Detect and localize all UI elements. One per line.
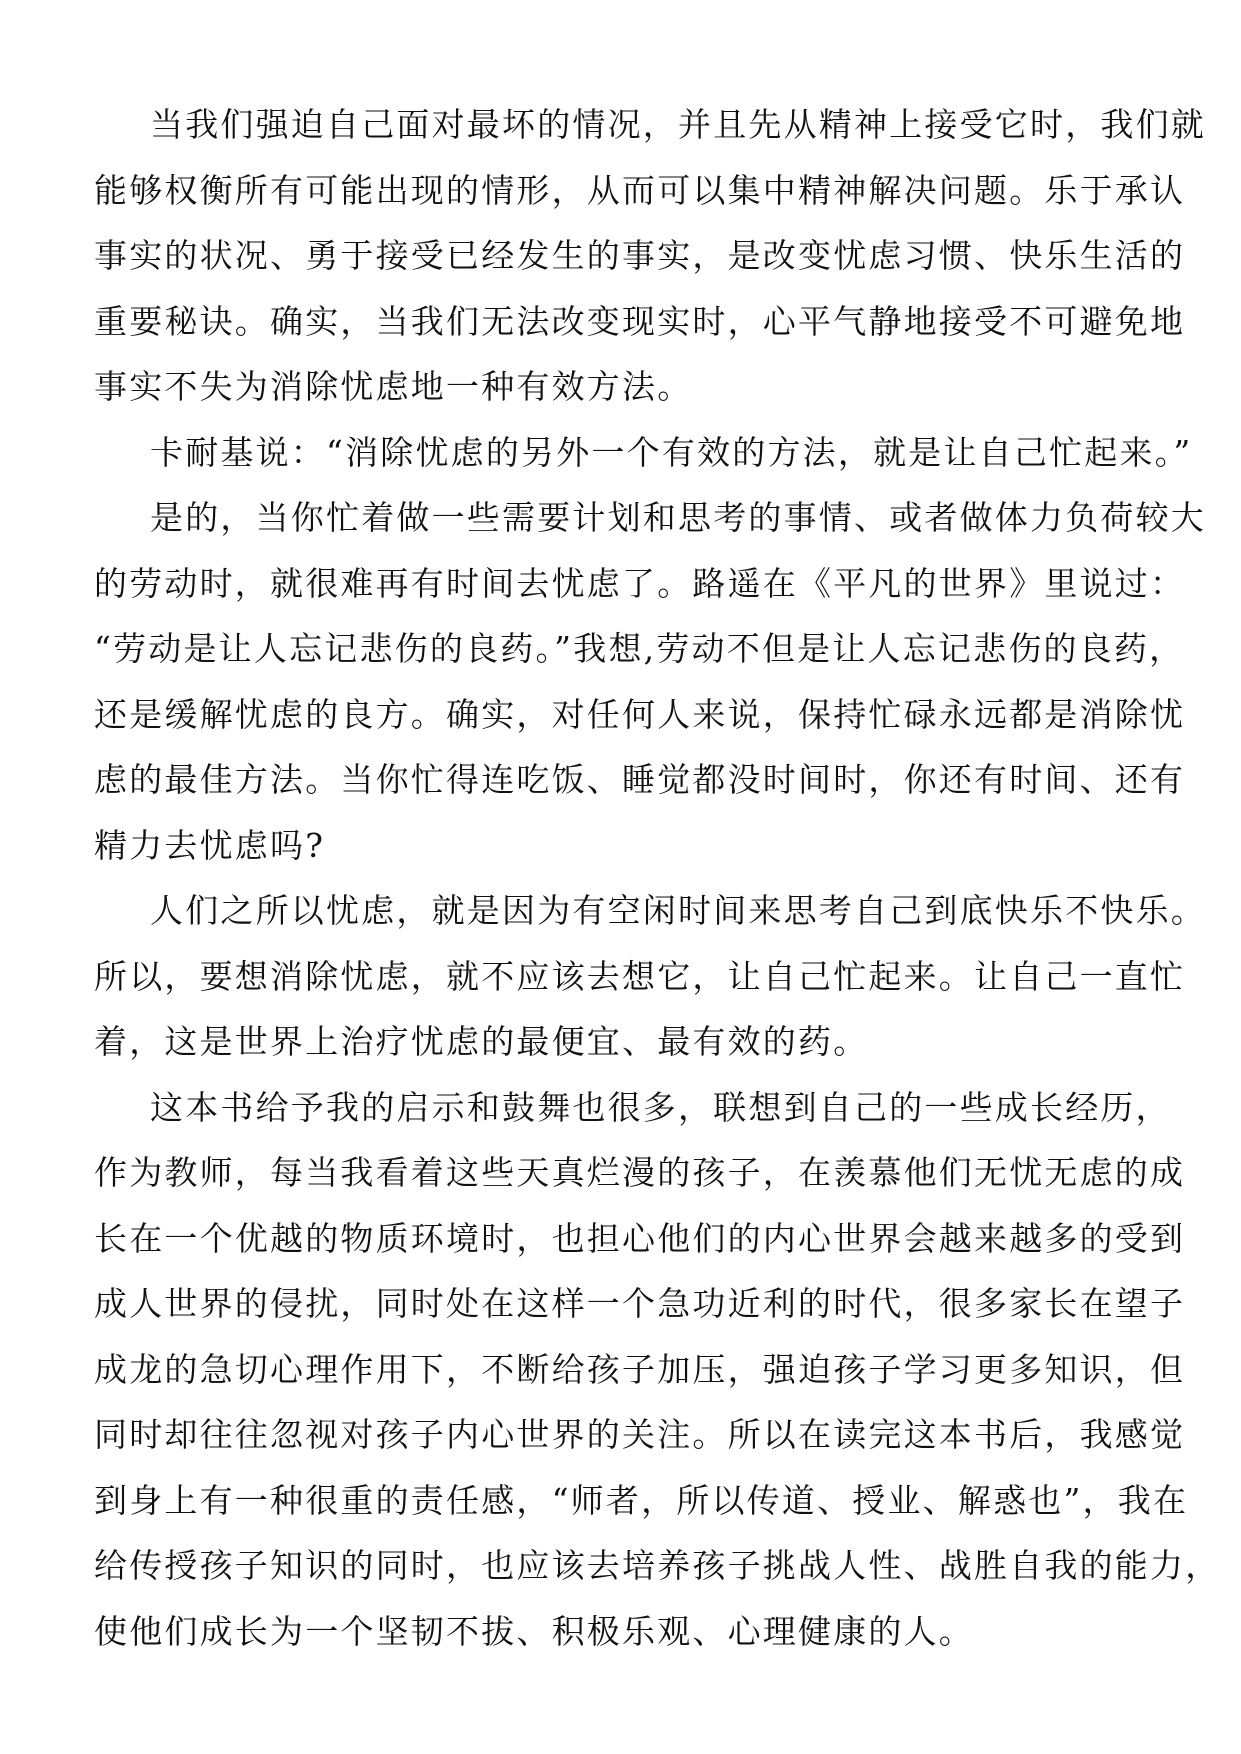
text-line-22: 到身上有一种很重的责任感，“师者，所以传道、授业、解惑也”，我在 — [94, 1480, 1189, 1520]
text-line-12: 精力去忧虑吗? — [94, 825, 326, 865]
text-line-18: 长在一个优越的物质环境时，也担心他们的内心世界会越来越多的受到 — [94, 1218, 1186, 1258]
text-line-11: 虑的最佳方法。当你忙得连吃饭、睡觉都没时间时，你还有时间、还有 — [94, 760, 1186, 799]
text-line-23: 给传授孩子知识的同时，也应该去培养孩子挑战人性、战胜自我的能力， — [94, 1546, 1221, 1585]
text-line-20: 成龙的急切心理作用下，不断给孩子加压，强迫孩子学习更多知识，但 — [94, 1349, 1186, 1389]
text-line-15: 着，这是世界上治疗忧虑的最便宜、最有效的药。 — [94, 1022, 869, 1061]
text-line-16: 这本书给予我的启示和鼓舞也很多，联想到自己的一些成长经历， — [150, 1087, 1171, 1127]
text-line-7: 是的，当你忙着做一些需要计划和思考的事情、或者做体力负荷较大 — [150, 498, 1206, 537]
text-line-3: 事实的状况、勇于接受已经发生的事实，是改变忧虑习惯、快乐生活的 — [94, 236, 1186, 275]
text-line-1: 当我们强迫自己面对最坏的情况，并且先从精神上接受它时，我们就 — [150, 105, 1206, 144]
text-line-10: 还是缓解忧虑的良方。确实，对任何人来说，保持忙碌永远都是消除忧 — [94, 694, 1186, 734]
text-line-24: 使他们成长为一个坚韧不拔、积极乐观、心理健康的人。 — [94, 1611, 974, 1651]
text-line-4: 重要秘诀。确实，当我们无法改变现实时，心平气静地接受不可避免地 — [94, 301, 1186, 341]
text-line-21: 同时却往往忽视对孩子内心世界的关注。所以在读完这本书后，我感觉 — [94, 1415, 1186, 1454]
text-line-8: 的劳动时，就很难再有时间去忧虑了。路遥在《平凡的世界》里说过： — [94, 563, 1186, 603]
text-line-5: 事实不失为消除忧虑地一种有效方法。 — [94, 367, 693, 406]
text-line-19: 成人世界的侵扰，同时处在这样一个急功近利的时代，很多家长在望子 — [94, 1284, 1186, 1323]
text-line-14: 所以，要想消除忧虑，就不应该去想它，让自己忙起来。让自己一直忙 — [94, 956, 1186, 996]
text-line-17: 作为教师，每当我看着这些天真烂漫的孩子，在羡慕他们无忧无虑的成 — [94, 1153, 1186, 1192]
document-body — [94, 92, 1221, 1664]
text-line-6: 卡耐基说：“消除忧虑的另外一个有效的方法，就是让自己忙起来。” — [150, 432, 1193, 472]
text-line-13: 人们之所以忧虑，就是因为有空闲时间来思考自己到底快乐不快乐。 — [150, 891, 1206, 930]
text-line-2: 能够权衡所有可能出现的情形，从而可以集中精神解决问题。乐于承认 — [94, 170, 1186, 210]
text-line-9: “劳动是让人忘记悲伤的良药。”我想,劳动不但是让人忘记悲伤的良药， — [94, 629, 1185, 668]
